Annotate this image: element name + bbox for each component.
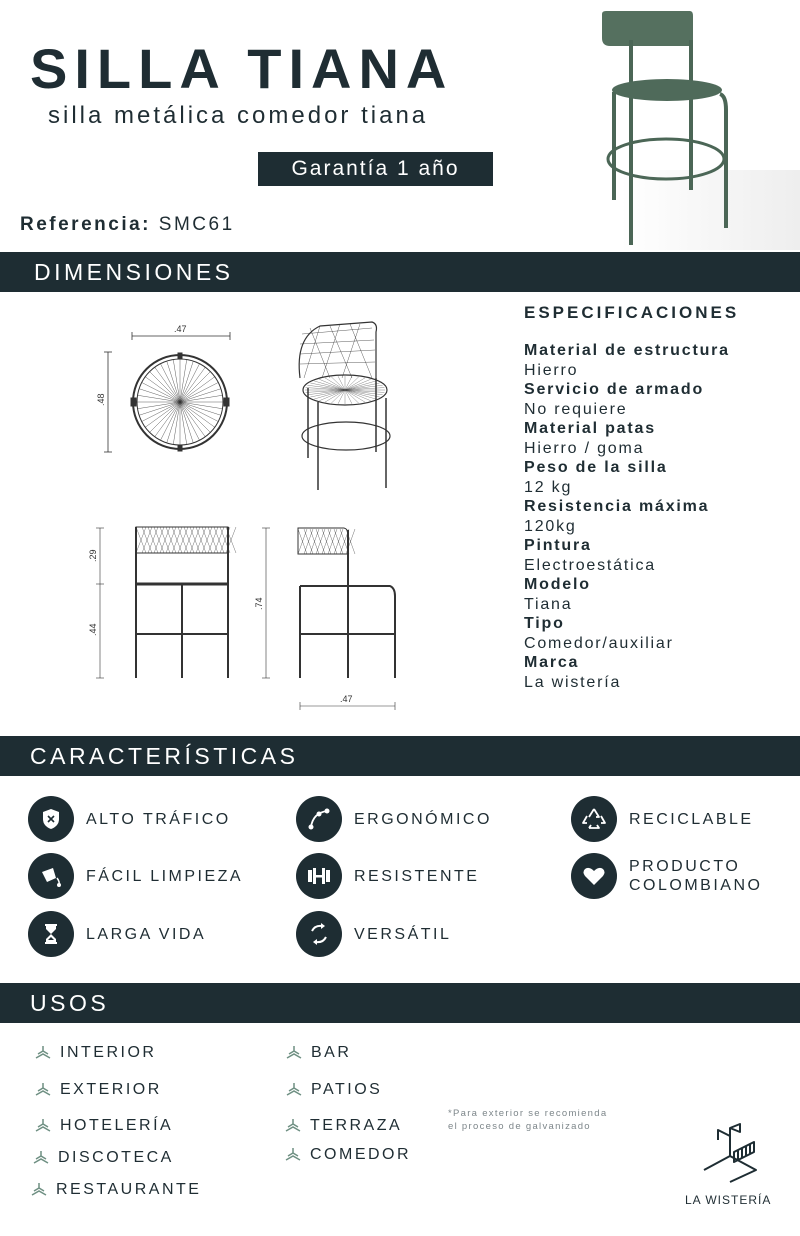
- feature-resistente: [296, 853, 479, 899]
- brand-logo-icon: [690, 1122, 770, 1182]
- use-item: [34, 1081, 162, 1099]
- drawing-line: [180, 402, 210, 432]
- dim-total-height: .74: [254, 597, 264, 610]
- rotate-icon: [296, 911, 342, 957]
- section-features: [0, 736, 800, 776]
- feature-alto-trafico: [28, 796, 231, 842]
- drawing-line: [145, 402, 180, 427]
- dim-seat-height: .44: [88, 623, 98, 636]
- feature-facil-limpieza: [28, 853, 243, 899]
- feature-label: RECICLABLE: [629, 810, 754, 828]
- drawing-line: [180, 389, 221, 402]
- drawing-line: [180, 402, 221, 415]
- note-line-1: *Para exterior se recomienda: [448, 1108, 608, 1119]
- use-item: [284, 1117, 402, 1135]
- spec-value: La wistería: [524, 673, 622, 691]
- use-label: DISCOTECA: [58, 1149, 174, 1166]
- spec-label: Peso de la silla: [524, 459, 668, 476]
- spec-label: Material de estructura: [524, 342, 730, 359]
- use-label: BAR: [311, 1044, 352, 1061]
- leaf-icon: [34, 1117, 52, 1135]
- leaf-icon: [34, 1044, 52, 1062]
- dim-top-width: .47: [174, 324, 187, 334]
- leaf-icon: [284, 1117, 302, 1135]
- drawing-line: [145, 377, 180, 402]
- perspective-drawing: [299, 322, 390, 490]
- dim-side-width: .47: [340, 694, 353, 704]
- recycle-icon: [571, 796, 617, 842]
- drawing-line: [180, 402, 215, 427]
- dumbbell-icon: [296, 853, 342, 899]
- feature-larga-vida: [28, 911, 206, 957]
- hourglass-icon: [28, 911, 74, 957]
- drawing-line: [150, 402, 180, 432]
- feature-producto-colombiano: [571, 853, 762, 899]
- spec-value: Comedor/auxiliar: [524, 634, 674, 652]
- spec-value: Hierro: [524, 361, 579, 379]
- chair-photo: [580, 0, 800, 250]
- curve-icon: [296, 796, 342, 842]
- feature-versatil: [296, 911, 451, 957]
- drawing-line: [155, 367, 180, 402]
- specifications-list: [524, 341, 794, 692]
- drawing-line: [139, 402, 180, 415]
- use-item: [285, 1081, 382, 1099]
- feature-label-line2: COLOMBIANO: [629, 877, 763, 894]
- spec-value: Electroestática: [524, 556, 656, 574]
- use-item: [30, 1181, 201, 1199]
- drawing-line: [180, 361, 193, 402]
- feature-label: LARGA VIDA: [86, 925, 207, 943]
- feature-ergonomico: [296, 796, 492, 842]
- leaf-icon: [285, 1044, 303, 1062]
- feature-label: ERGONÓMICO: [354, 810, 492, 828]
- leaf-icon: [34, 1081, 52, 1099]
- use-item: [32, 1149, 174, 1167]
- drawing-line: [167, 402, 180, 443]
- feature-label: ALTO TRÁFICO: [86, 810, 231, 828]
- section-uses: [0, 983, 800, 1023]
- leaf-icon: [284, 1146, 302, 1164]
- specifications-title: ESPECIFICACIONES: [524, 303, 740, 322]
- spec-value: 120kg: [524, 517, 577, 535]
- brand-name: LA WISTERÍA: [685, 1193, 772, 1207]
- technical-drawings: [90, 318, 420, 718]
- spec-label: Resistencia máxima: [524, 498, 710, 515]
- spec-value: No requiere: [524, 400, 628, 418]
- spec-label: Servicio de armado: [524, 381, 705, 398]
- use-item: [34, 1044, 156, 1062]
- drawing-line: [180, 402, 193, 443]
- heart-icon: [571, 853, 617, 899]
- spec-label: Tipo: [524, 615, 565, 632]
- specifications: [524, 303, 794, 692]
- section-features-title: CARACTERÍSTICAS: [30, 742, 299, 769]
- reference: [20, 214, 235, 236]
- feature-label-group: [629, 857, 762, 895]
- drawing-line: [155, 402, 180, 437]
- spec-label: Pintura: [524, 537, 592, 554]
- drawing-line: [180, 377, 215, 402]
- use-item: [285, 1044, 351, 1062]
- feature-label: RESISTENTE: [354, 867, 480, 885]
- use-label: EXTERIOR: [60, 1081, 162, 1098]
- spec-label: Material patas: [524, 420, 656, 437]
- bucket-icon: [28, 853, 74, 899]
- use-item: [34, 1117, 173, 1135]
- shield-icon: [28, 796, 74, 842]
- drawing-line: [180, 372, 210, 402]
- feature-label: PRODUCTO: [629, 858, 741, 875]
- spec-label: Modelo: [524, 576, 591, 593]
- use-label: PATIOS: [311, 1081, 383, 1098]
- spec-label: Marca: [524, 654, 580, 671]
- use-label: TERRAZA: [310, 1117, 403, 1134]
- feature-reciclable: [571, 796, 754, 842]
- page-subtitle: silla metálica comedor tiana: [48, 102, 429, 129]
- page-title: SILLA TIANA: [30, 37, 454, 100]
- spec-value: 12 kg: [524, 478, 573, 496]
- section-uses-title: USOS: [30, 989, 110, 1016]
- use-label: COMEDOR: [310, 1146, 412, 1163]
- feature-label: FÁCIL LIMPIEZA: [86, 867, 244, 885]
- side-view-drawing: [262, 528, 395, 710]
- reference-value: SMC61: [158, 214, 235, 235]
- leaf-icon: [30, 1181, 48, 1199]
- warranty-badge: Garantía 1 año: [258, 152, 493, 186]
- leaf-icon: [285, 1081, 303, 1099]
- section-dimensions-title: DIMENSIONES: [34, 258, 234, 285]
- spec-value: Hierro / goma: [524, 439, 645, 457]
- dim-top-depth: .48: [96, 393, 106, 406]
- use-label: HOTELERÍA: [60, 1117, 174, 1134]
- reference-label: Referencia:: [20, 214, 151, 235]
- leaf-icon: [32, 1149, 50, 1167]
- use-label: INTERIOR: [60, 1044, 157, 1061]
- use-item: [284, 1146, 411, 1164]
- section-dimensions: [0, 252, 800, 292]
- drawing-line: [150, 372, 180, 402]
- top-view-drawing: [104, 332, 230, 452]
- dim-back-height: .29: [88, 549, 98, 562]
- feature-label: VERSÁTIL: [354, 925, 452, 943]
- drawing-line: [180, 367, 205, 402]
- use-label: RESTAURANTE: [56, 1181, 202, 1198]
- drawing-line: [180, 402, 205, 437]
- galvanizing-note: [448, 1107, 607, 1133]
- drawing-line: [139, 389, 180, 402]
- front-view-drawing: [96, 527, 236, 678]
- drawing-line: [167, 361, 180, 402]
- note-line-2: el proceso de galvanizado: [448, 1121, 591, 1132]
- spec-value: Tiana: [524, 595, 573, 613]
